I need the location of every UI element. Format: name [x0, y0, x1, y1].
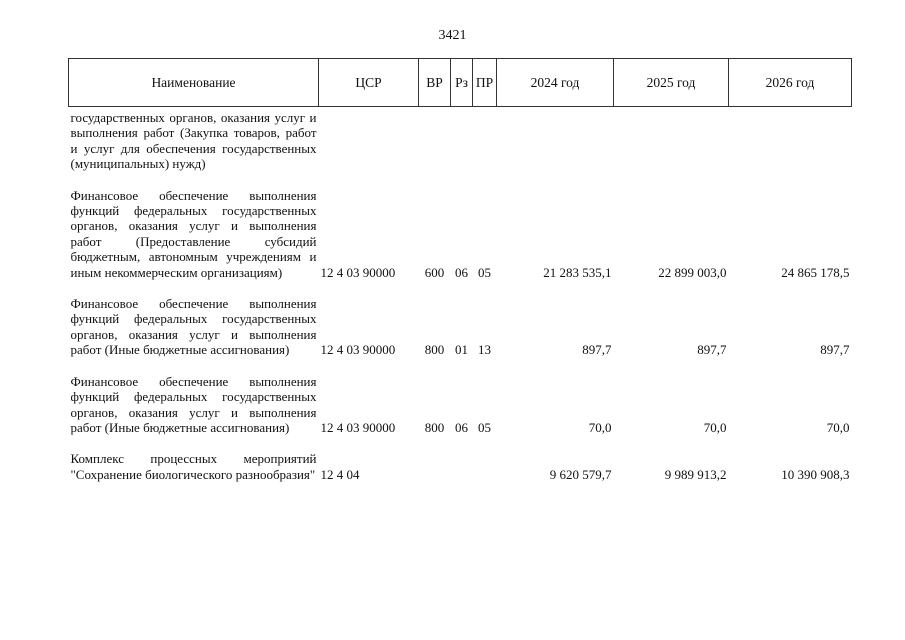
- row-name: государственных органов, оказания услуг и выполнения работ (Закупка товаров, работ и услуг для обеспечения государственных (муниципальных) нужд): [70, 110, 317, 172]
- table-row: [69, 172, 852, 280]
- header-2024: 2024 год: [497, 59, 614, 107]
- budget-table: [68, 58, 852, 482]
- row-rz: 01: [455, 342, 468, 358]
- row-pr: [473, 107, 497, 172]
- page-number: 3421: [438, 28, 467, 43]
- row-pr: 05: [478, 264, 491, 280]
- row-name: Финансовое обеспечение выполнения функций федеральных государственных органов, оказания услуг и выполнения работ (Иные бюджетные ассигнования): [70, 373, 317, 435]
- row-2026: 24 865 178,5: [781, 264, 850, 280]
- row-2025: [614, 107, 729, 172]
- row-csr: 12 4 03 90000: [320, 342, 396, 358]
- row-pr: [473, 435, 497, 482]
- row-csr: 12 4 04: [320, 466, 360, 482]
- row-csr: 12 4 03 90000: [320, 419, 396, 435]
- row-name: Финансовое обеспечение выполнения функций федеральных государственных органов, оказания услуг и выполнения работ (Иные бюджетные ассигнования): [70, 296, 317, 358]
- row-2025: 9 989 913,2: [664, 466, 727, 482]
- row-vr: [419, 107, 451, 172]
- header-name: Наименование: [69, 59, 319, 107]
- row-2026: [729, 107, 852, 172]
- row-2025: 70,0: [703, 419, 727, 435]
- row-2024: [497, 107, 614, 172]
- row-2025: 897,7: [697, 342, 727, 358]
- row-pr: 13: [478, 342, 491, 358]
- row-2026: 10 390 908,3: [781, 466, 850, 482]
- row-2024: 897,7: [582, 342, 612, 358]
- row-2024: 70,0: [588, 419, 612, 435]
- row-2024: 9 620 579,7: [549, 466, 612, 482]
- header-csr: ЦСР: [319, 59, 419, 107]
- row-vr: 800: [424, 419, 445, 435]
- header-vr: ВР: [419, 59, 451, 107]
- row-2025: 22 899 003,0: [658, 264, 727, 280]
- row-name: Финансовое обеспечение выполнения функций федеральных государственных органов, оказания услуг и выполнения работ (Предоставление субсидий бюджетным, автономным учреждениям и иным некоммерческим организациям): [70, 187, 317, 280]
- header-2026: 2026 год: [729, 59, 852, 107]
- row-rz: 06: [455, 264, 468, 280]
- row-rz: [451, 107, 473, 172]
- header-row: [69, 59, 852, 107]
- row-2026: 70,0: [826, 419, 850, 435]
- row-vr: 800: [424, 342, 445, 358]
- row-name: Комплекс процессных мероприятий "Сохранение биологического разнообразия": [70, 451, 317, 482]
- row-2026: 897,7: [820, 342, 850, 358]
- header-rz: Рз: [451, 59, 473, 107]
- row-csr: [319, 107, 419, 172]
- row-csr: 12 4 03 90000: [320, 264, 396, 280]
- header-pr: ПР: [473, 59, 497, 107]
- table-row: [69, 435, 852, 482]
- row-rz: 06: [455, 419, 468, 435]
- row-vr: [419, 435, 451, 482]
- table-row: [69, 107, 852, 172]
- row-pr: 05: [478, 419, 491, 435]
- row-2024: 21 283 535,1: [543, 264, 612, 280]
- table-row: [69, 280, 852, 358]
- header-2025: 2025 год: [614, 59, 729, 107]
- table-row: [69, 358, 852, 436]
- row-vr: 600: [424, 264, 445, 280]
- row-rz: [451, 435, 473, 482]
